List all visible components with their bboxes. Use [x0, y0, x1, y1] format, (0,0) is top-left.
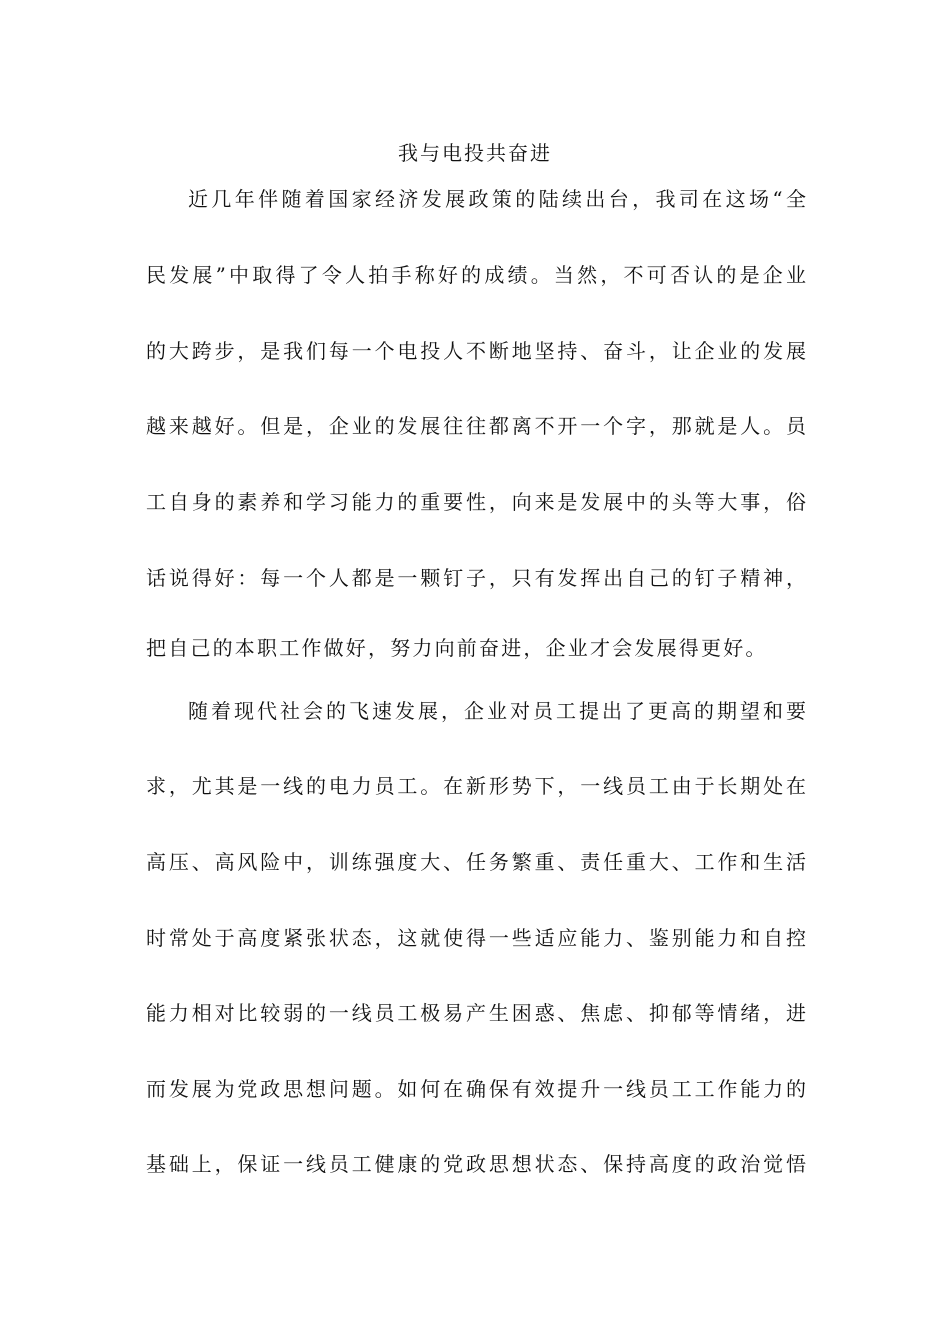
paragraph-2-line-4: 时常处于高度紧张状态，这就使得一些适应能力、鉴别能力和自控 [146, 926, 806, 950]
paragraph-1-line-2: 民发展”中取得了令人拍手称好的成绩。当然，不可否认的是企业 [146, 263, 806, 287]
paragraph-2-line-2: 求，尤其是一线的电力员工。在新形势下，一线员工由于长期处在 [146, 774, 806, 798]
paragraph-2-line-6: 而发展为党政思想问题。如何在确保有效提升一线员工工作能力的 [146, 1077, 806, 1101]
paragraph-2-line-5: 能力相对比较弱的一线员工极易产生困惑、焦虑、抑郁等情绪，进 [146, 1001, 806, 1025]
paragraph-1-line-3: 的大跨步，是我们每一个电投人不断地坚持、奋斗，让企业的发展 [146, 339, 806, 363]
paragraph-1-line-1: 近几年伴随着国家经济发展政策的陆续出台，我司在这场“全 [188, 187, 806, 211]
paragraph-2-line-7: 基础上，保证一线员工健康的党政思想状态、保持高度的政治觉悟 [146, 1152, 806, 1176]
paragraph-2-line-1: 随着现代社会的飞速发展，企业对员工提出了更高的期望和要 [188, 699, 806, 723]
paragraph-1-line-7: 把自己的本职工作做好，努力向前奋进，企业才会发展得更好。 [146, 636, 768, 660]
document-title: 我与电投共奋进 [398, 141, 552, 165]
paragraph-1-line-4: 越来越好。但是，企业的发展往往都离不开一个字，那就是人。员 [146, 414, 806, 438]
paragraph-2-line-3: 高压、高风险中，训练强度大、任务繁重、责任重大、工作和生活 [146, 850, 806, 874]
paragraph-1-line-5: 工自身的素养和学习能力的重要性，向来是发展中的头等大事，俗 [146, 490, 806, 514]
paragraph-1-line-6: 话说得好：每一个人都是一颗钉子，只有发挥出自己的钉子精神， [146, 566, 806, 590]
